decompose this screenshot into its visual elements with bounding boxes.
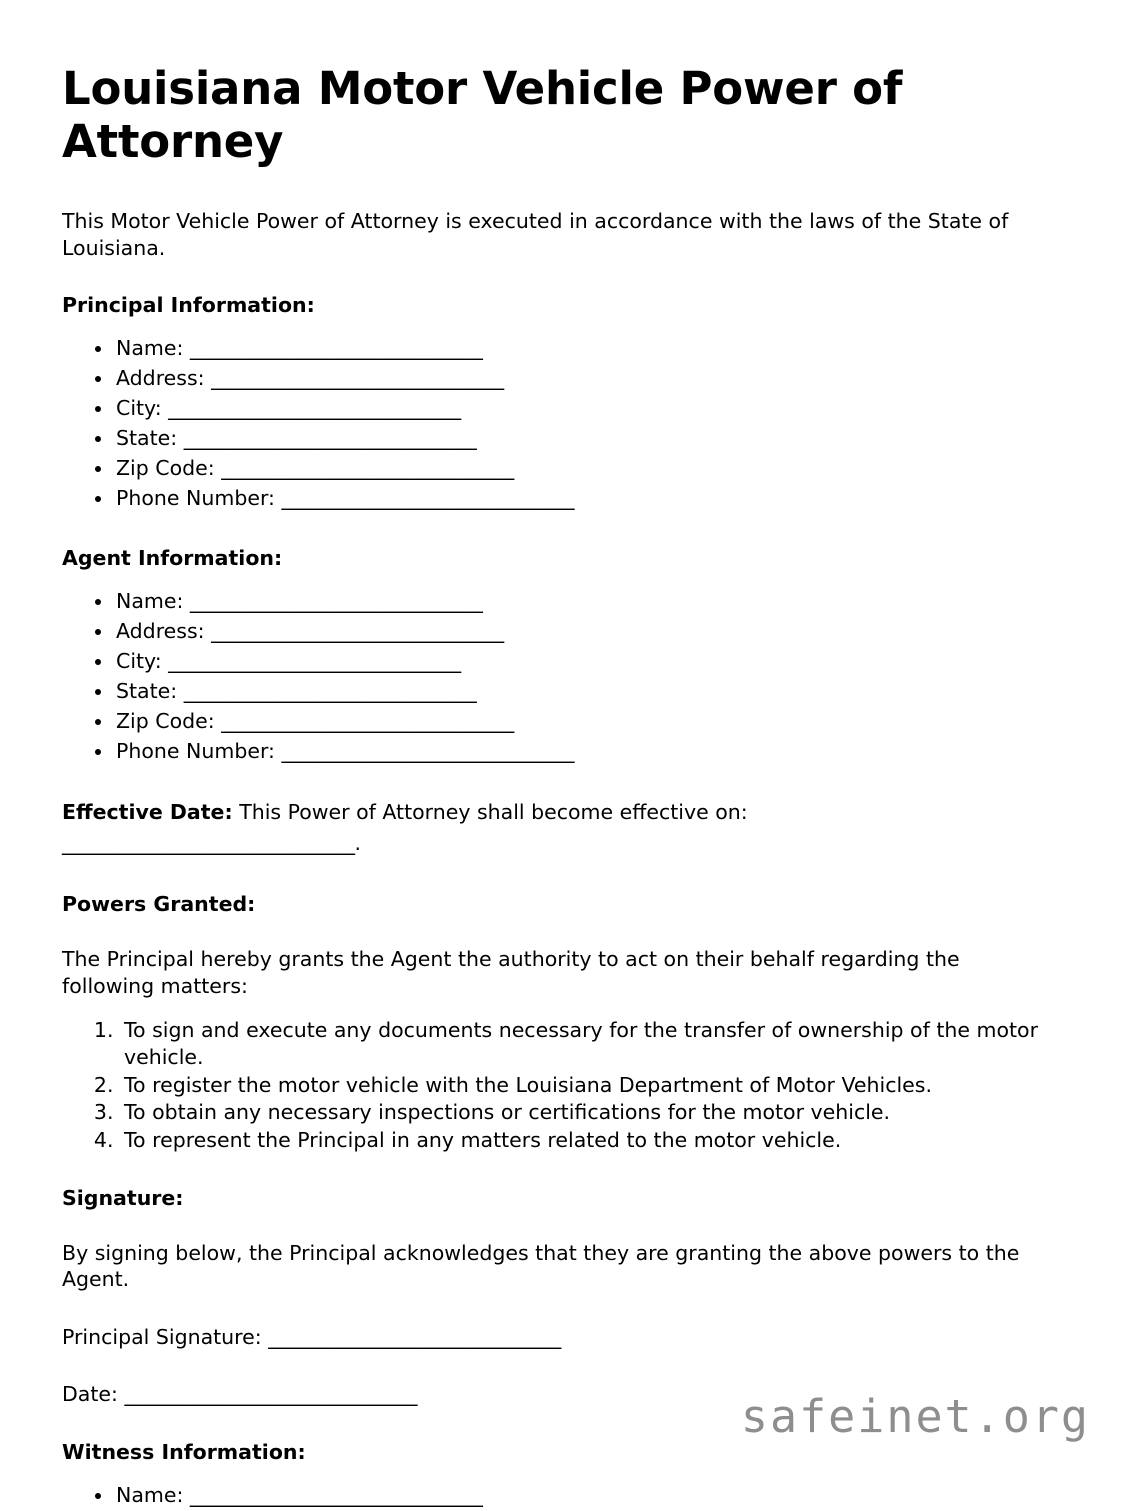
list-item	[114, 424, 1062, 454]
field-label: State:	[116, 678, 178, 703]
field-label: Name:	[116, 589, 184, 613]
field-label: State:	[116, 426, 178, 451]
principal-signature-line	[62, 1324, 1062, 1351]
field-label: Zip Code:	[116, 456, 215, 481]
field-label: City:	[116, 648, 162, 673]
section-heading-agent-information: Agent Information:	[62, 546, 283, 570]
list-item	[114, 647, 1062, 677]
field-blank[interactable]: ______________________________	[189, 1483, 483, 1508]
field-blank[interactable]: ______________________________	[281, 738, 574, 763]
effective-date-label: Effective Date:	[62, 799, 233, 824]
section-heading-signature: Signature:	[62, 1185, 184, 1210]
site-watermark: safeinet.org	[740, 1390, 1090, 1443]
principal-field-list	[62, 334, 1062, 514]
principal-signature-blank[interactable]: ______________________________	[268, 1324, 561, 1349]
field-label: Phone Number:	[116, 738, 275, 763]
field-label: Zip Code:	[116, 708, 215, 733]
field-label: Phone Number:	[116, 486, 275, 511]
effective-date-block	[62, 797, 1052, 861]
section-heading-powers-granted: Powers Granted:	[62, 892, 256, 917]
list-item: 4. To represent the Principal in any matters related to the motor vehicle.	[120, 1127, 1044, 1154]
list-item	[114, 394, 1062, 424]
field-blank[interactable]: ______________________________	[281, 486, 574, 511]
signature-date-label: Date:	[62, 1382, 118, 1407]
field-blank[interactable]: ______________________________	[211, 366, 504, 391]
page-title: Louisiana Motor Vehicle Power of Attorney	[62, 62, 903, 169]
list-item	[114, 587, 1062, 617]
field-blank[interactable]: ______________________________	[168, 648, 461, 673]
powers-granted-list	[62, 1017, 1062, 1153]
principal-signature-label: Principal Signature:	[62, 1324, 262, 1349]
effective-date-blank[interactable]: ______________________________	[62, 831, 355, 856]
field-label: Address:	[116, 618, 205, 643]
list-item	[114, 334, 1062, 364]
field-blank[interactable]: ______________________________	[183, 678, 477, 703]
list-item	[114, 454, 1062, 484]
list-item: 1. To sign and execute any documents necessary for the transfer of ownership of the motor vehicle.	[120, 1017, 1044, 1070]
witness-field-list	[62, 1481, 1062, 1511]
field-blank[interactable]: ______________________________	[211, 618, 504, 643]
field-label: Address:	[116, 366, 205, 391]
list-item	[114, 617, 1062, 647]
section-heading-witness-information: Witness Information:	[62, 1440, 306, 1465]
effective-date-terminator: .	[354, 831, 362, 856]
field-label: City:	[116, 396, 162, 421]
agent-field-list	[62, 587, 1062, 767]
list-item	[114, 737, 1062, 767]
field-blank[interactable]: ______________________________	[168, 396, 461, 421]
signature-date-blank[interactable]: ______________________________	[124, 1382, 417, 1407]
section-heading-principal-information: Principal Information:	[62, 293, 315, 318]
field-blank[interactable]: ______________________________	[221, 708, 514, 733]
list-item	[114, 707, 1062, 737]
field-label: Name:	[116, 336, 184, 361]
field-blank[interactable]: ______________________________	[183, 426, 477, 451]
field-blank[interactable]: ______________________________	[189, 336, 483, 361]
field-label: Name:	[116, 1483, 184, 1508]
list-item	[114, 484, 1062, 514]
field-blank[interactable]: ______________________________	[221, 456, 514, 481]
signature-acknowledgement-paragraph: By signing below, the Principal acknowledges that they are granting the above powers to the Agent.	[62, 1240, 1020, 1292]
intro-paragraph: This Motor Vehicle Power of Attorney is executed in accordance with the laws of the State of Louisiana.	[62, 209, 1009, 260]
list-item	[114, 677, 1062, 707]
powers-intro-paragraph: The Principal hereby grants the Agent the authority to act on their behalf regarding the following matters:	[62, 947, 960, 998]
effective-date-text: This Power of Attorney shall become effective on:	[239, 799, 748, 824]
list-item: 2. To register the motor vehicle with the Louisiana Department of Motor Vehicles.	[120, 1072, 1044, 1099]
list-item: 3. To obtain any necessary inspections or certifications for the motor vehicle.	[120, 1099, 1044, 1126]
list-item	[114, 1481, 1062, 1511]
field-blank[interactable]: ______________________________	[189, 589, 483, 613]
list-item	[114, 364, 1062, 394]
